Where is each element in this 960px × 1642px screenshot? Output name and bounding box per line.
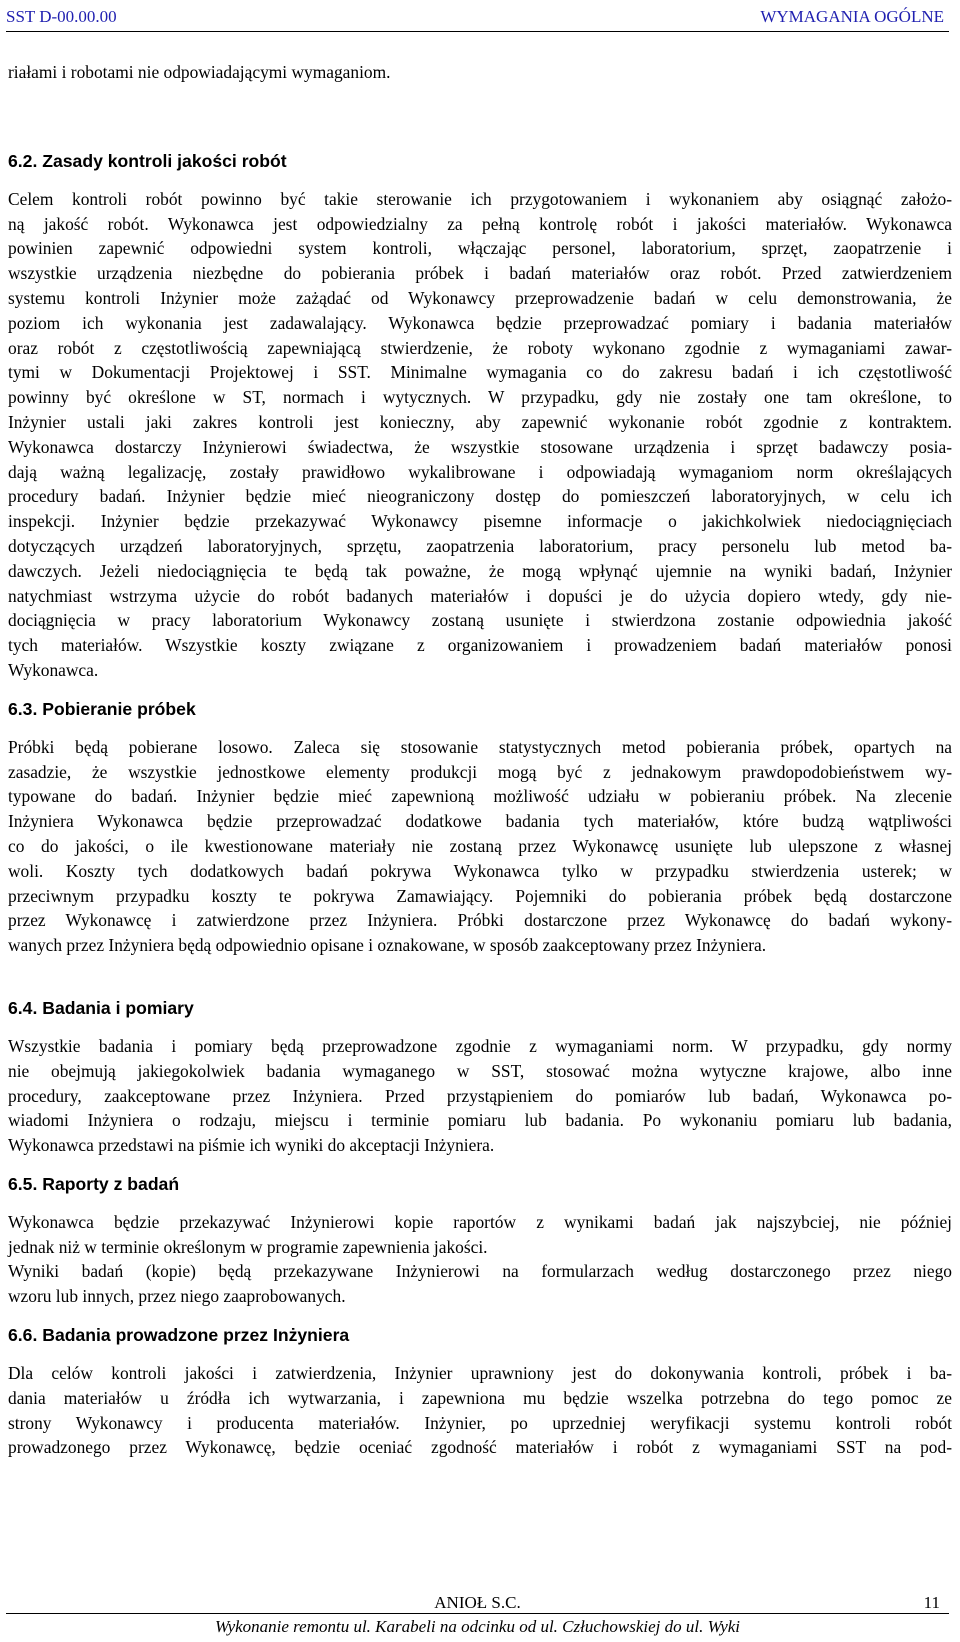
text-line: dociągnięcia w pracy laboratorium Wykonawcy zostaną usunięte i stwierdzona zostanie odpowiednia jakość <box>8 610 952 631</box>
text-line: wiadomi Inżyniera o rodzaju, miejscu i terminie pomiaru lub badania. Po wykonaniu pomiaru lub badania, <box>8 1110 952 1131</box>
section-heading-6-4: 6.4. Badania i pomiary <box>8 997 194 1018</box>
text-line: Wyniki badań (kopie) będą przekazywane Inżynierowi na formularzach według dostarczonego przez niego <box>8 1261 952 1282</box>
section-6-5-paragraph-1 <box>8 1210 952 1260</box>
text-line: przez Wykonawcę i zatwierdzone przez Inżyniera. Próbki dostarczone przez Wykonawcę do badań wykony- <box>8 910 952 931</box>
text-line: powinny być określone w ST, normach i wytycznych. W przypadku, gdy nie zostały one tam określone, to <box>8 387 952 408</box>
text-line: Inżyniera Wykonawca będzie przeprowadzać dodatkowe badania tych materiałów, które budzą wątpliwości <box>8 811 952 832</box>
text-line: ną jakość robót. Wykonawca jest odpowiedzialny za pełną kontrolę robót i jakości materiałów. Wykonawca <box>8 213 952 234</box>
text-line: strony Wykonawcy i producenta materiałów. Inżynier, po uprzedniej weryfikacji systemu kontroli robót <box>8 1412 952 1433</box>
text-line: systemu kontroli Inżynier może zażądać od Wykonawcy przeprowadzenie badań w celu demonstrowania, że <box>8 287 952 308</box>
text-line: oraz robót z częstotliwością zapewniającą stwierdzenie, że roboty wykonano zgodnie z wymaganiami zawar- <box>8 337 952 358</box>
document-body <box>8 60 952 1460</box>
running-header <box>6 4 954 30</box>
text-line: wzoru lub innych, przez niego zaaprobowanych. <box>8 1286 346 1307</box>
section-6-4-paragraph <box>8 1034 952 1158</box>
text-line: Wykonawca. <box>8 659 99 680</box>
text-line: inspekcji. Inżynier będzie przekazywać Wykonawcy pisemne informacje o jakichkolwiek niedociągnięciach <box>8 511 952 532</box>
text-line: Dla celów kontroli jakości i zatwierdzenia, Inżynier uprawniony jest do dokonywania kontroli, próbek i ba- <box>8 1363 952 1384</box>
text-line: woli. Koszty tych dodatkowych badań pokrywa Wykonawca tylko w przypadku stwierdzenia usterek; w <box>8 860 952 881</box>
section-6-2-paragraph <box>8 187 952 683</box>
text-line: Wszystkie badania i pomiary będą przeprowadzone zgodnie z wymaganiami norm. W przypadku, gdy normy <box>8 1035 952 1056</box>
text-line: Wykonawca będzie przekazywać Inżynierowi kopie raportów z wynikami badań jak najszybciej, nie później <box>8 1211 952 1232</box>
text-line: typowane do badań. Inżynier będzie mieć zapewnioną możliwość udziału w pobieraniu próbek. Na zlecenie <box>8 786 952 807</box>
page-number: 11 <box>923 1593 940 1612</box>
text-line: wszystkie urządzenia niezbędne do pobierania próbek i badań materiałów oraz robót. Przed zatwierdzeniem <box>8 263 952 284</box>
text-line: procedury, zaakceptowane przez Inżyniera. Przed przystąpieniem do pomiarów lub badań, Wykonawca po- <box>8 1085 952 1106</box>
text-line: tymi w Dokumentacji Projektowej i SST. Minimalne wymagania co do zakresu badań i ich częstotliwość <box>8 362 952 383</box>
text-line: nie obejmują jakiegokolwiek badania wymaganego w SST, stosować można wytyczne krajowe, albo inne <box>8 1060 952 1081</box>
text-line: Celem kontroli robót powinno być takie sterowanie ich przygotowaniem i wykonaniem aby osiągnąć założo- <box>8 188 952 209</box>
text-line: powinien zapewnić odpowiedni system kontroli, włączając personel, laboratorium, sprzęt, zaopatrzenie i <box>8 238 952 259</box>
section-6-5-paragraph-2 <box>8 1259 952 1309</box>
text-line: jednak niż w terminie określonym w programie zapewnienia jakości. <box>8 1236 488 1257</box>
section-heading-6-3: 6.3. Pobieranie próbek <box>8 698 196 719</box>
section-6-3-paragraph <box>8 735 952 958</box>
text-line: Wykonawca dostarczy Inżynierowi świadectwa, że wszystkie stosowane urządzenia i sprzęt badawczy posia- <box>8 436 952 457</box>
text-line: Wykonawca przedstawi na piśmie ich wyniki do akceptacji Inżyniera. <box>8 1135 495 1156</box>
section-heading-6-5: 6.5. Raporty z badań <box>8 1173 180 1194</box>
text-line: dawczych. Jeżeli niedociągnięcia te będą tak poważne, że mogą wpłynąć ujemnie na wyniki badań, Inżynier <box>8 560 952 581</box>
section-heading-6-6: 6.6. Badania prowadzone przez Inżyniera <box>8 1325 350 1346</box>
text-line: procedury badań. Inżynier będzie mieć nieograniczony dostęp do pomieszczeń laboratoryjnych, w celu ich <box>8 486 952 507</box>
text-line: dają ważną legalizację, zostały prawidłowo wykalibrowane i odpowiadają wymaganiom norm określających <box>8 461 952 482</box>
text-line: co do jakości, o ile kwestionowane materiały nie zostaną przez Wykonawcę usunięte lub ulepszone z własnej <box>8 835 952 856</box>
text-line: przeciwnym przypadku koszty te pokrywa Zamawiający. Pojemniki do pobierania próbek będą dostarczone <box>8 885 952 906</box>
text-line: riałami i robotami nie odpowiadającymi wymaganiom. <box>8 62 391 82</box>
section-6-6-paragraph <box>8 1361 952 1460</box>
text-line: dania materiałów u źródła ich wytwarzania, i zapewniona mu będzie wszelka potrzebna do tego pomoc ze <box>8 1387 952 1408</box>
text-line: tych materiałów. Wszystkie koszty związane z organizowaniem i prowadzeniem badań materiałów ponosi <box>8 635 952 656</box>
text-line: prowadzonego przez Wykonawcę, będzie oceniać zgodność materiałów i robót z wymaganiami SST na pod- <box>8 1437 952 1458</box>
footer-rule <box>6 1613 949 1614</box>
section-heading-6-2: 6.2. Zasady kontroli jakości robót <box>8 150 287 171</box>
footer-company: ANIOŁ S.C. <box>434 1593 521 1612</box>
text-line: Próbki będą pobierane losowo. Zaleca się stosowanie statystycznych metod pobierania próbek, opartych na <box>8 736 952 757</box>
text-line: dotyczących urządzeń laboratoryjnych, sprzętu, zaopatrzenia laboratorium, pracy personelu lub metod ba- <box>8 535 952 556</box>
header-section-title: WYMAGANIA OGÓLNE <box>760 7 944 26</box>
intro-paragraph <box>8 60 952 85</box>
text-line: zasadzie, że wszystkie jednostkowe elementy produkcji mogą być z jednakowym prawdopodobieństwem wy- <box>8 761 952 782</box>
text-line: natychmiast wstrzyma użycie do robót badanych materiałów i dopuści je do użycia dopiero wtedy, gdy nie- <box>8 585 952 606</box>
text-line: poziom ich wykonania jest zadawalający. Wykonawca będzie przeprowadzać pomiary i badania materiałów <box>8 312 952 333</box>
header-spec-code: SST D-00.00.00 <box>6 7 117 26</box>
footer-project-title: Wykonanie remontu ul. Karabeli na odcinku od ul. Człuchowskiej do ul. Wyki <box>214 1617 741 1636</box>
header-rule <box>6 31 949 32</box>
text-line: Inżynier ustali jaki zakres kontroli jest konieczny, aby zapewnić wykonanie robót zgodnie z kontraktem. <box>8 411 952 432</box>
text-line: wanych przez Inżyniera będą odpowiednio opisane i oznakowane, w sposób zaakceptowany przez Inżyniera. <box>8 935 767 956</box>
